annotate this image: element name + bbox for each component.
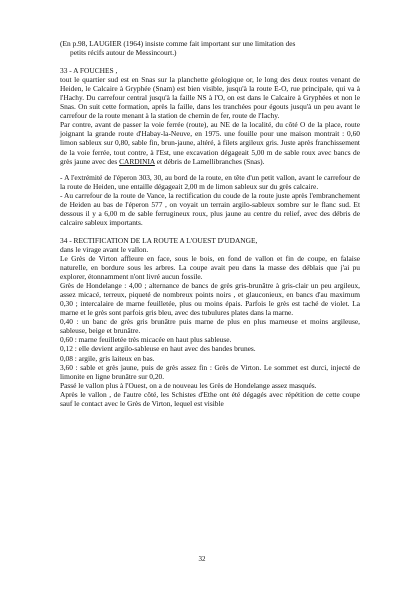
section-33-paragraph-1: tout le quartier sud est en Snas sur la planchette géologique or, le long des deux routes venant de Heiden, le Calcaire à Gryphée (Snam) est bien visible, jusqu'à la route E-O, rue principale, qui va à l'Hachy. Du carrefour central jusqu'à la faille NS à l'O, on est dans le Calcaire à Gryphées et non le Snas. On suit cette formation, après la faille, dans les tranchées pour égouts jusqu'à un peu avant le carrefour de la route menant à la station de chemin de fer, route de l'Iachy. bbox=[60, 75, 360, 121]
section-34-line: Passé le vallon plus à l'Ouest, on a de nouveau les Grès de Hondelange assez masqués. bbox=[60, 380, 317, 390]
section-34-line: 0,08 : argile, gris laiteux en bas. bbox=[60, 353, 155, 363]
section-34-heading: 34 - RECTIFICATION DE LA ROUTE A L'OUEST D'UDANGE, bbox=[60, 235, 258, 245]
section-34-line: 0,60 : marne feuilletée très micacée en haut plus sableuse. bbox=[60, 335, 232, 345]
section-33-paragraph-2 bbox=[60, 120, 360, 165]
section-34-line: Après le vallon , de l'autre côté, les Schistes d'Ethe ont été dégagés avec répétition de cette coupe sauf le contact avec le Grès de Virton, lequel est visible bbox=[60, 389, 360, 408]
cardinia-term: CARDINIA bbox=[119, 156, 155, 166]
section-34-line: Grès de Hondelange : 4,00 ; alternance de bancs de grès gris-brunâtre à gris-clair un peu argileux, assez micacé, terreux, piqueté de nombreux points noirs , et glauconieux, en bancs d'au maximum 0,30 ; intercalaire de marne feuilletée, plus ou moins épais. Parfois le grès est taché de violet. La marne et le grès sont parfois gris bleu, avec des tubulures plates dans la marne. bbox=[60, 281, 360, 318]
section-34-line: 3,60 : sable et grès jaune, puis de grès assez fin : Grès de Virton. Le sommet est durci, injecté de limonite en ligne brunâtre sur 0,20. bbox=[60, 362, 360, 381]
section-34-line: Le Grès de Virton affleure en face, sous le bois, en fond de vallon et fin de coupe, en falaise naturelle, en bordure sous les arbres. La coupe avait peu dans la masse des déblais que j'ai pu explorer, étonnamment n'ont livré aucun fossile. bbox=[60, 253, 360, 282]
page-number: 32 bbox=[198, 555, 206, 563]
section-33-paragraph-2-end: et débris de Lamellibranches (Snas). bbox=[154, 156, 265, 166]
section-33-paragraph-4: - Au carrefour de la route de Vance, la rectification du coude de la route juste après l'embranchement de Heiden au bas de l'éperon 577 , on voyait un terrain argilo-sableux sombre sur le flanc sud. Et dessous il y a 6,00 m de sable ferrugineux roux, plus jaune au centre du relief, avec des débris de calcaire sableux importants. bbox=[60, 190, 360, 227]
section-34-line: 0,12 : elle devient argilo-sableuse en haut avec des bandes brunes. bbox=[60, 344, 256, 354]
section-34-subheading: dans le virage avant le vallon. bbox=[60, 244, 149, 254]
section-33-paragraph-3: - A l'extrémité de l'éperon 303, 30, au bord de la route, en tête d'un petit vallon, avant le carrefour de la route de Heiden, une entaille dégageait 2,00 m de limon sableux sur du grès calcaire. bbox=[60, 172, 360, 191]
intro-line-2: petits récifs autour de Messincourt.) bbox=[70, 48, 177, 58]
section-33-paragraph-2-text: Par contre, avant de passer la voie ferrée (route), au NE de la localité, du côté O de la place, route joignant la grande route d'Habay-la-Neuve, en 1975. une fouille pour une maison montrait : 0,60 limon sableux sur 0,80, sable fin, brun-jaune, altéré, à filets argileux gris. Juste après franchissement de la voie ferrée, tout contre, à l'Est, une excavation dégageait 5,00 m de sable roux avec bancs de grès jaune avec des bbox=[60, 120, 360, 166]
intro-line-1: (En p.98, LAUGIER (1964) insiste comme fait important sur une limitation des bbox=[60, 39, 296, 48]
section-34-line: 0,40 : un banc de grès gris brunâtre puis marne de plus en plus marneuse et moins argileuse, sableuse, beige et brunâtre. bbox=[60, 317, 360, 336]
section-33-heading: 33 - A FOUCHES , bbox=[60, 66, 118, 76]
